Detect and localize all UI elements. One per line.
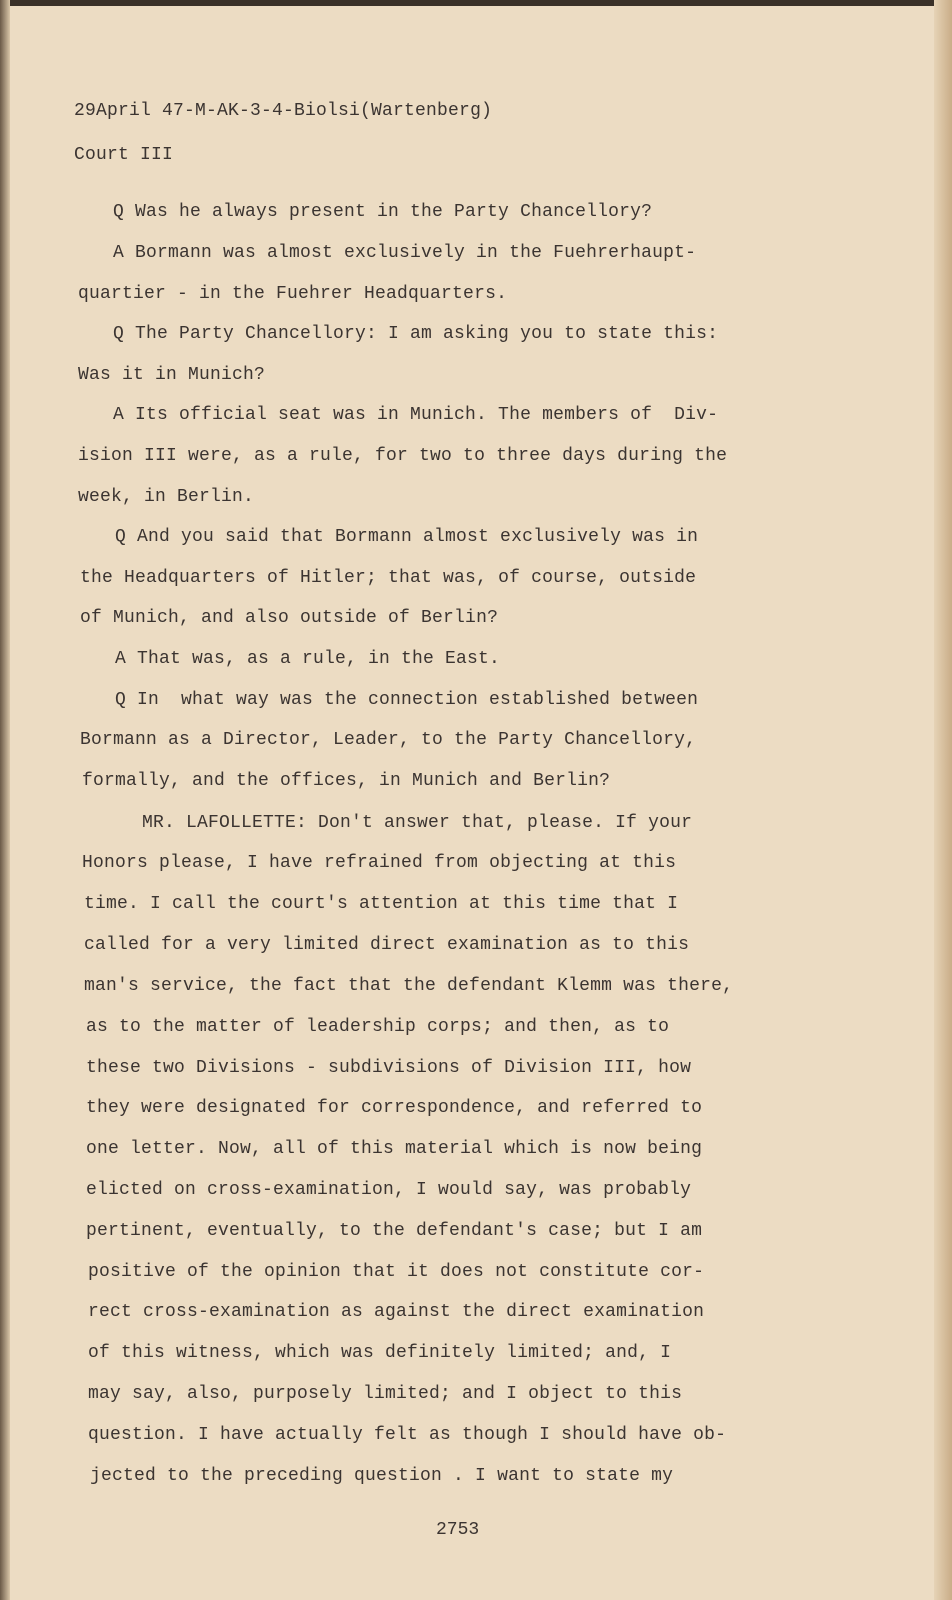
- transcript-line: quartier - in the Fuehrer Headquarters.: [78, 284, 508, 304]
- transcript-line: Honors please, I have refrained from objecting at this: [82, 853, 677, 873]
- transcript-line: they were designated for correspondence, and referred to: [86, 1098, 703, 1118]
- transcript-line: positive of the opinion that it does not constitute cor-: [88, 1262, 705, 1282]
- transcript-line: these two Divisions - subdivisions of Division III, how: [86, 1058, 692, 1078]
- transcript-line: A Its official seat was in Munich. The members of Div-: [113, 405, 719, 425]
- transcript-line: Bormann as a Director, Leader, to the Party Chancellory,: [80, 730, 697, 750]
- transcript-line: Q The Party Chancellory: I am asking you to state this:: [113, 324, 719, 344]
- transcript-line: the Headquarters of Hitler; that was, of course, outside: [80, 568, 697, 588]
- transcript-line: rect cross-examination as against the direct examination: [88, 1302, 705, 1322]
- transcript-line: pertinent, eventually, to the defendant's case; but I am: [86, 1221, 703, 1241]
- transcript-line: one letter. Now, all of this material which is now being: [86, 1139, 703, 1159]
- transcript-line: Q And you said that Bormann almost exclusively was in: [115, 527, 699, 547]
- transcript-line: man's service, the fact that the defendant Klemm was there,: [84, 976, 734, 996]
- transcript-line: Was it in Munich?: [78, 365, 266, 385]
- transcript-line: as to the matter of leadership corps; and then, as to: [86, 1017, 670, 1037]
- page-left-edge: [0, 0, 10, 1600]
- transcript-line: A Bormann was almost exclusively in the Fuehrerhaupt-: [113, 243, 697, 263]
- page-top-edge: [0, 0, 952, 6]
- transcript-line: question. I have actually felt as though I should have ob-: [88, 1425, 727, 1445]
- transcript-line: elicted on cross-examination, I would say, was probably: [86, 1180, 692, 1200]
- transcript-line: of this witness, which was definitely limited; and, I: [88, 1343, 672, 1363]
- transcript-line: time. I call the court's attention at this time that I: [84, 894, 679, 914]
- page-number: 2753: [436, 1520, 480, 1540]
- transcript-line: Q In what way was the connection established between: [115, 690, 699, 710]
- court-label: Court III: [74, 145, 174, 165]
- transcript-line: of Munich, and also outside of Berlin?: [80, 608, 499, 628]
- transcript-line: week, in Berlin.: [78, 487, 255, 507]
- transcript-line: Q Was he always present in the Party Chancellory?: [113, 202, 653, 222]
- transcript-line: MR. LAFOLLETTE: Don't answer that, please. If your: [142, 813, 693, 833]
- transcript-line: called for a very limited direct examination as to this: [84, 935, 690, 955]
- transcript-line: ision III were, as a rule, for two to three days during the: [78, 446, 728, 466]
- transcript-line: may say, also, purposely limited; and I object to this: [88, 1384, 683, 1404]
- transcript-line: formally, and the offices, in Munich and Berlin?: [82, 771, 611, 791]
- document-reference: 29April 47-M-AK-3-4-Biolsi(Wartenberg): [74, 101, 493, 121]
- page-right-edge: [934, 0, 952, 1600]
- transcript-line: A That was, as a rule, in the East.: [115, 649, 501, 669]
- transcript-line: jected to the preceding question . I want to state my: [90, 1466, 674, 1486]
